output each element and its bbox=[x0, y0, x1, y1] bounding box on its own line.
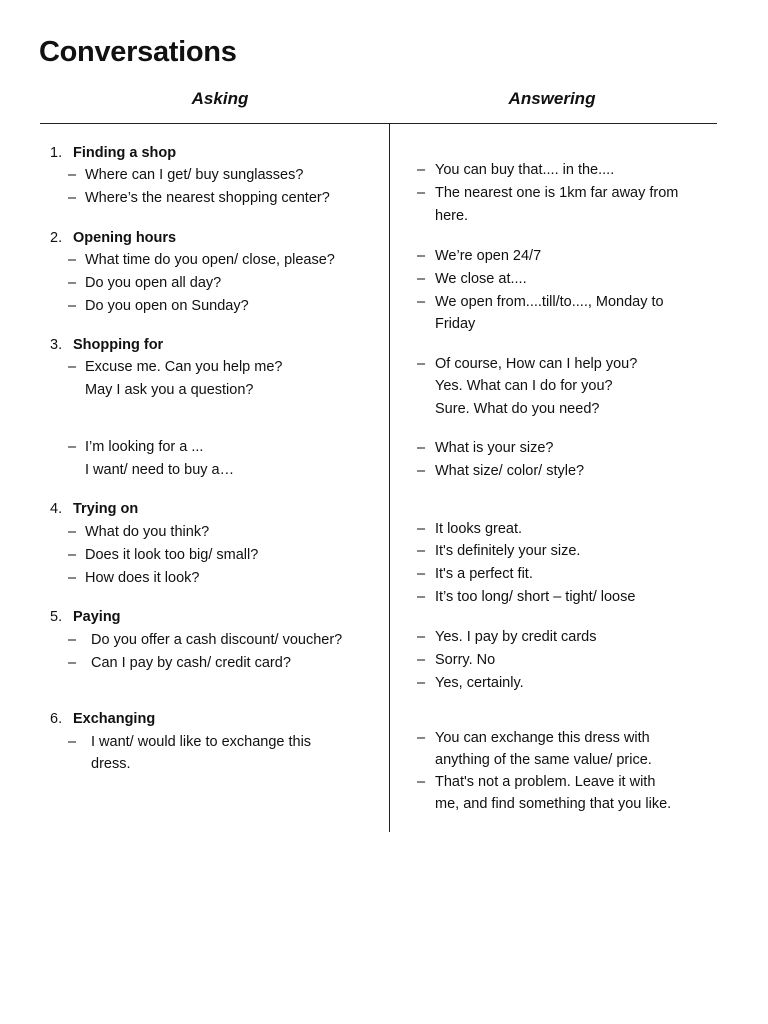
asking-line bbox=[68, 652, 291, 674]
asking-line bbox=[68, 249, 335, 271]
dash-bullet: – bbox=[68, 655, 77, 671]
asking-line bbox=[68, 164, 303, 186]
asking-line bbox=[68, 753, 131, 775]
section-number: 3. bbox=[50, 337, 63, 353]
answering-text: It looks great. bbox=[435, 521, 523, 537]
answering-line bbox=[417, 313, 475, 335]
answering-line bbox=[417, 460, 584, 482]
section-title: Opening hours bbox=[73, 230, 177, 246]
asking-text: Do you open all day? bbox=[85, 275, 222, 291]
answering-text: Sure. What do you need? bbox=[435, 401, 600, 417]
answering-text: We open from....till/to...., Monday to bbox=[435, 294, 664, 310]
horizontal-divider bbox=[40, 123, 717, 124]
answering-text: anything of the same value/ price. bbox=[435, 752, 652, 768]
dash-bullet: – bbox=[417, 248, 426, 264]
answering-text: Friday bbox=[435, 316, 476, 332]
section-title: Paying bbox=[73, 609, 121, 625]
section-number: 6. bbox=[50, 711, 63, 727]
asking-text: dress. bbox=[91, 756, 131, 772]
answering-text: It’s too long/ short – tight/ loose bbox=[435, 589, 636, 605]
answering-line bbox=[417, 727, 650, 749]
answering-line bbox=[417, 649, 495, 671]
answering-line bbox=[417, 563, 533, 585]
answering-line bbox=[417, 398, 599, 420]
page-title: Conversations bbox=[39, 36, 237, 68]
section-number: 4. bbox=[50, 501, 63, 517]
section-heading bbox=[50, 708, 155, 730]
asking-text: I want/ would like to exchange this bbox=[91, 734, 312, 750]
section-heading bbox=[50, 606, 121, 628]
dash-bullet: – bbox=[68, 524, 77, 540]
asking-line bbox=[68, 629, 342, 651]
asking-text: Excuse me. Can you help me? bbox=[85, 359, 283, 375]
answering-line bbox=[417, 626, 596, 648]
answering-text: It's definitely your size. bbox=[435, 543, 581, 559]
asking-text: Does it look too big/ small? bbox=[85, 547, 259, 563]
asking-text: I want/ need to buy a… bbox=[85, 462, 235, 478]
vertical-divider bbox=[389, 123, 390, 832]
asking-text: Where’s the nearest shopping center? bbox=[85, 190, 330, 206]
answering-line bbox=[417, 245, 541, 267]
section-number: 2. bbox=[50, 230, 63, 246]
asking-line bbox=[68, 272, 221, 294]
answering-line bbox=[417, 205, 468, 227]
answering-line bbox=[417, 672, 524, 694]
dash-bullet: – bbox=[417, 730, 426, 746]
asking-line bbox=[68, 187, 330, 209]
asking-text: I’m looking for a ... bbox=[85, 439, 204, 455]
section-heading bbox=[50, 142, 176, 164]
dash-bullet: – bbox=[417, 629, 426, 645]
asking-text: Do you open on Sunday? bbox=[85, 298, 249, 314]
dash-bullet: – bbox=[417, 271, 426, 287]
answering-line bbox=[417, 793, 671, 815]
asking-text: Where can I get/ buy sunglasses? bbox=[85, 167, 304, 183]
asking-line bbox=[68, 379, 253, 401]
dash-bullet: – bbox=[68, 275, 77, 291]
asking-text: Can I pay by cash/ credit card? bbox=[91, 655, 291, 671]
answering-text: What is your size? bbox=[435, 440, 554, 456]
answering-line bbox=[417, 749, 652, 771]
answering-text: Yes, certainly. bbox=[435, 675, 524, 691]
asking-line bbox=[68, 731, 311, 753]
dash-bullet: – bbox=[417, 162, 426, 178]
column-heading-asking: Asking bbox=[191, 89, 249, 108]
answering-text: What size/ color/ style? bbox=[435, 463, 585, 479]
section-heading bbox=[50, 498, 138, 520]
dash-bullet: – bbox=[68, 190, 77, 206]
dash-bullet: – bbox=[417, 521, 426, 537]
answering-text: Yes. What can I do for you? bbox=[435, 378, 613, 394]
section-title: Finding a shop bbox=[73, 145, 177, 161]
answering-text: Sorry. No bbox=[435, 652, 496, 668]
answering-line bbox=[417, 437, 553, 459]
answering-text: Yes. I pay by credit cards bbox=[435, 629, 597, 645]
section-title: Exchanging bbox=[73, 711, 156, 727]
answering-text: We close at.... bbox=[435, 271, 527, 287]
asking-line bbox=[68, 544, 258, 566]
asking-line bbox=[68, 459, 234, 481]
dash-bullet: – bbox=[68, 734, 77, 750]
asking-text: May I ask you a question? bbox=[85, 382, 254, 398]
answering-text: Of course, How can I help you? bbox=[435, 356, 638, 372]
section-number: 5. bbox=[50, 609, 63, 625]
dash-bullet: – bbox=[68, 167, 77, 183]
asking-text: What do you think? bbox=[85, 524, 210, 540]
dash-bullet: – bbox=[68, 252, 77, 268]
answering-line bbox=[417, 182, 678, 204]
answering-line bbox=[417, 540, 580, 562]
dash-bullet: – bbox=[417, 566, 426, 582]
answering-text: We’re open 24/7 bbox=[435, 248, 542, 264]
dash-bullet: – bbox=[417, 774, 426, 790]
answering-line bbox=[417, 268, 527, 290]
section-number: 1. bbox=[50, 145, 63, 161]
dash-bullet: – bbox=[68, 570, 77, 586]
answering-line bbox=[417, 159, 614, 181]
dash-bullet: – bbox=[417, 675, 426, 691]
asking-line bbox=[68, 436, 203, 458]
answering-line bbox=[417, 771, 655, 793]
dash-bullet: – bbox=[417, 356, 426, 372]
asking-text: Do you offer a cash discount/ voucher? bbox=[91, 632, 343, 648]
answering-text: You can buy that.... in the.... bbox=[435, 162, 615, 178]
dash-bullet: – bbox=[68, 298, 77, 314]
dash-bullet: – bbox=[417, 440, 426, 456]
answering-text: here. bbox=[435, 208, 469, 224]
asking-text: What time do you open/ close, please? bbox=[85, 252, 335, 268]
answering-text: me, and find something that you like. bbox=[435, 796, 672, 812]
asking-line bbox=[68, 567, 199, 589]
column-heading-answering: Answering bbox=[508, 89, 596, 108]
dash-bullet: – bbox=[417, 294, 426, 310]
dash-bullet: – bbox=[417, 543, 426, 559]
answering-text: You can exchange this dress with bbox=[435, 730, 650, 746]
answering-line bbox=[417, 586, 635, 608]
asking-line bbox=[68, 521, 209, 543]
dash-bullet: – bbox=[68, 547, 77, 563]
section-heading bbox=[50, 227, 176, 249]
dash-bullet: – bbox=[417, 589, 426, 605]
answering-text: The nearest one is 1km far away from bbox=[435, 185, 679, 201]
dash-bullet: – bbox=[68, 439, 77, 455]
answering-text: That's not a problem. Leave it with bbox=[435, 774, 656, 790]
dash-bullet: – bbox=[68, 359, 77, 375]
answering-line bbox=[417, 291, 664, 313]
dash-bullet: – bbox=[417, 652, 426, 668]
answering-line bbox=[417, 375, 613, 397]
asking-line bbox=[68, 356, 282, 378]
section-heading bbox=[50, 334, 163, 356]
dash-bullet: – bbox=[68, 632, 77, 648]
section-title: Shopping for bbox=[73, 337, 164, 353]
answering-line bbox=[417, 518, 522, 540]
answering-line bbox=[417, 353, 637, 375]
asking-line bbox=[68, 295, 249, 317]
dash-bullet: – bbox=[417, 185, 426, 201]
section-title: Trying on bbox=[73, 501, 139, 517]
asking-text: How does it look? bbox=[85, 570, 200, 586]
dash-bullet: – bbox=[417, 463, 426, 479]
answering-text: It's a perfect fit. bbox=[435, 566, 533, 582]
